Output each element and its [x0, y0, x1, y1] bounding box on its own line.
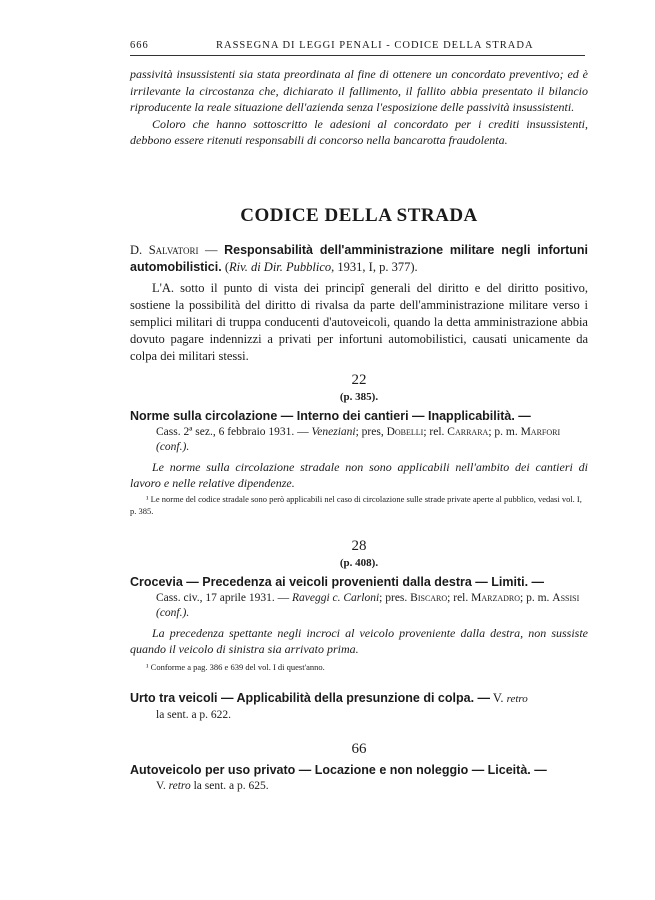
conclusion: (conf.). — [156, 441, 190, 453]
court: Cass. civ., 17 aprile 1931. — — [156, 592, 290, 604]
continuation-paragraph-1: passività insussistenti sia stata preordinata al fine di ottenere un concordato preventivo; ed è irrilevante la circostanza che, dichiarato il fallimento, il fallito abbia presentato il bilancio riproducente la reale situazione dell'azienda senza l'esposizione delle passività insussistenti. — [130, 67, 588, 114]
bib-source-open: ( — [221, 260, 229, 274]
court: Cass. 2ª sez., 6 febbraio 1931. — — [156, 426, 309, 438]
entry-footnote-28: ¹ Conforme a pag. 386 e 639 del vol. I di quest'anno. — [146, 662, 325, 672]
entry-ref-66 — [156, 779, 588, 794]
bib-source: , 1931, I, p. 377). — [331, 260, 418, 274]
officials-sep: ; rel. — [447, 592, 472, 604]
running-title: RASSEGNA DI LEGGI PENALI - CODICE DELLA STRADA — [216, 40, 534, 51]
entry-number-28: 28 — [351, 538, 367, 554]
entry-number-66: 66 — [351, 741, 367, 757]
cross-ref-title: Urto tra veicoli — Applicabilità della presunzione di colpa. — — [130, 691, 491, 705]
section-title: CODICE DELLA STRADA — [240, 205, 478, 226]
page-number: 666 — [130, 40, 149, 51]
public-prosecutor: Assisi — [552, 592, 580, 604]
bib-author: D. Salvatori — [130, 243, 199, 257]
ref-retro: retro — [168, 780, 191, 792]
conclusion: (conf.). — [156, 607, 190, 619]
president: Biscaro — [410, 592, 448, 604]
officials-sep: ; pres. — [379, 592, 411, 604]
entry-heading-22: Norme sulla circolazione — Interno dei cantieri — Inapplicabilità. — — [130, 409, 531, 423]
entry-maxim-28: La precedenza spettante negli incroci al veicolo proveniente dalla destra, non sussiste quando il veicolo di sinistra sia arrivato prima. — [130, 626, 588, 656]
entry-page-ref-22: (p. 385). — [339, 391, 379, 403]
ref-v: V. — [156, 780, 169, 792]
bib-summary: L'A. sotto il punto di vista dei principî generali del diritto e del diritto positivo, sostiene la possibilità del diritto di rivalsa da parte dell'amministrazione militare verso i semplici militari di truppa conducenti d'autoveicoli, quando la detta amministrazione abbia dovuto pagare indennizzi a privati per infortuni automobilistici, causati unicamente da colpa dei militari stessi. — [130, 281, 588, 363]
entry-22 — [130, 408, 588, 517]
entry-66 — [130, 762, 588, 794]
bibliography-heading — [130, 242, 588, 276]
entry-court-28 — [156, 591, 588, 621]
entry-page-ref-28: (p. 408). — [339, 557, 379, 569]
public-prosecutor: Marfori — [520, 426, 561, 438]
bib-journal: Riv. di Dir. Pubblico — [228, 260, 332, 274]
entry-court-22 — [156, 425, 588, 455]
cross-ref-v: V. — [490, 691, 507, 705]
top-continuation — [130, 66, 588, 149]
entry-28 — [130, 574, 588, 673]
bib-title: Responsabilità dell'amministrazione militare negli infortuni automobilistici. — [130, 243, 589, 274]
officials-sep: ; p. m. — [488, 426, 521, 438]
cross-ref-retro: retro — [506, 693, 528, 705]
entry-number-22: 22 — [351, 372, 367, 388]
cross-ref-heading — [130, 690, 588, 708]
continuation-paragraph-2: Coloro che hanno sottoscritto le adesioni al concordato per i crediti insussistenti, debbono essere ritenuti responsabili di concorso nella bancarotta fraudolenta. — [130, 116, 588, 147]
entry-footnote-22: ¹ Le norme del codice stradale sono però applicabili nel caso di circolazione sulle strade private aperte al pubblico, vedasi vol. I, p. 385. — [130, 494, 582, 516]
president: Dobelli — [386, 426, 424, 438]
officials-sep: ; pres, — [355, 426, 387, 438]
bibliography-entry — [130, 242, 588, 365]
entry-heading-66: Autoveicolo per uso privato — Locazione e non noleggio — Liceità. — — [130, 763, 547, 777]
parties: Veneziani — [311, 426, 356, 438]
rapporteur: Carrara — [447, 426, 489, 438]
header-rule — [130, 55, 585, 56]
officials-sep: ; p. m. — [520, 592, 553, 604]
entry-heading-28: Crocevia — Precedenza ai veicoli provenienti dalla destra — Limiti. — — [130, 575, 545, 589]
parties: Raveggi c. Carloni — [291, 592, 380, 604]
entry-maxim-22: Le norme sulla circolazione stradale non sono applicabili nell'ambito dei cantieri di lavoro e nelle relative dipendenze. — [130, 460, 588, 490]
rapporteur: Marzadro — [471, 592, 521, 604]
officials-sep: ; rel. — [423, 426, 448, 438]
ref-target: la sent. a p. 625. — [190, 780, 269, 792]
cross-reference-collision — [130, 690, 588, 723]
cross-ref-target: la sent. a p. 622. — [156, 709, 232, 721]
bib-dash: — — [198, 243, 225, 257]
